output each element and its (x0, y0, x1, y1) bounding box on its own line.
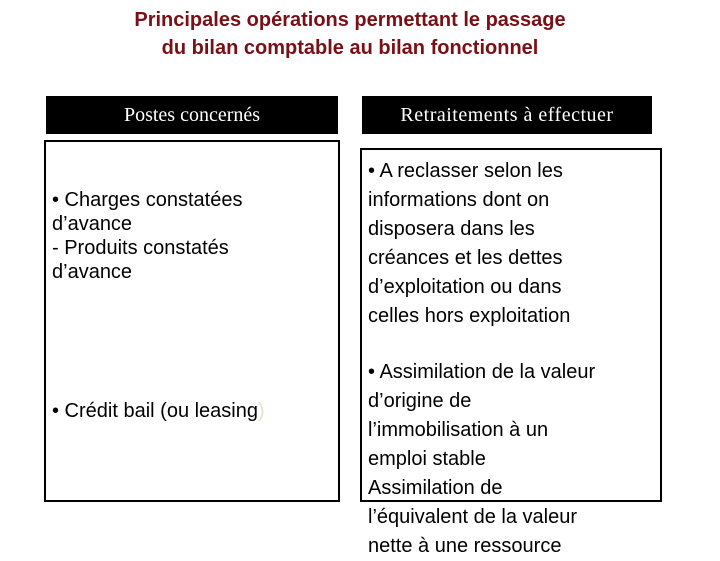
row1-right-line: • A reclasser selon les (368, 160, 563, 182)
row1-left-line: d’avance (52, 261, 133, 283)
title-line-1: Principales opérations permettant le passage (134, 9, 566, 31)
row1-right-line: informations dont on (368, 189, 550, 211)
row2-right-line: • Assimilation de la valeur (368, 361, 596, 383)
row1-right-line: d’exploitation ou dans (368, 276, 562, 298)
row1-right-line: disposera dans les (368, 218, 535, 240)
row2-right-line: emploi stable (368, 448, 486, 470)
title-line-2: du bilan comptable au bilan fonctionnel (161, 37, 539, 59)
row2-left-main: • Crédit bail (ou leasing (52, 400, 258, 422)
column-header-postes: Postes concernés (46, 96, 338, 134)
row2-right-line: l’équivalent de la valeur (368, 506, 578, 528)
row2-right-line: d’origine de (368, 390, 472, 412)
page-title (40, 6, 660, 62)
row2-left-line (52, 399, 332, 423)
row1-right-line: créances et les dettes (368, 247, 563, 269)
row2-right-line: l’immobilisation à un (368, 419, 549, 441)
row1-right-line: celles hors exploitation (368, 305, 571, 327)
column-header-retraitements: Retraitements à effectuer (362, 96, 652, 134)
row1-retraitement-text (368, 157, 658, 331)
row2-right-line: Assimilation de (368, 477, 503, 499)
row1-left-line: d’avance (52, 213, 133, 235)
row1-postes-text (52, 188, 332, 284)
row2-left-paren: ) (258, 400, 265, 422)
row2-right-line: nette à une ressource (368, 535, 562, 557)
row1-left-line: - Produits constatés (52, 237, 229, 259)
row2-retraitement-text (368, 358, 658, 561)
row1-left-line: • Charges constatées (52, 189, 243, 211)
row2-postes-text (52, 399, 332, 423)
